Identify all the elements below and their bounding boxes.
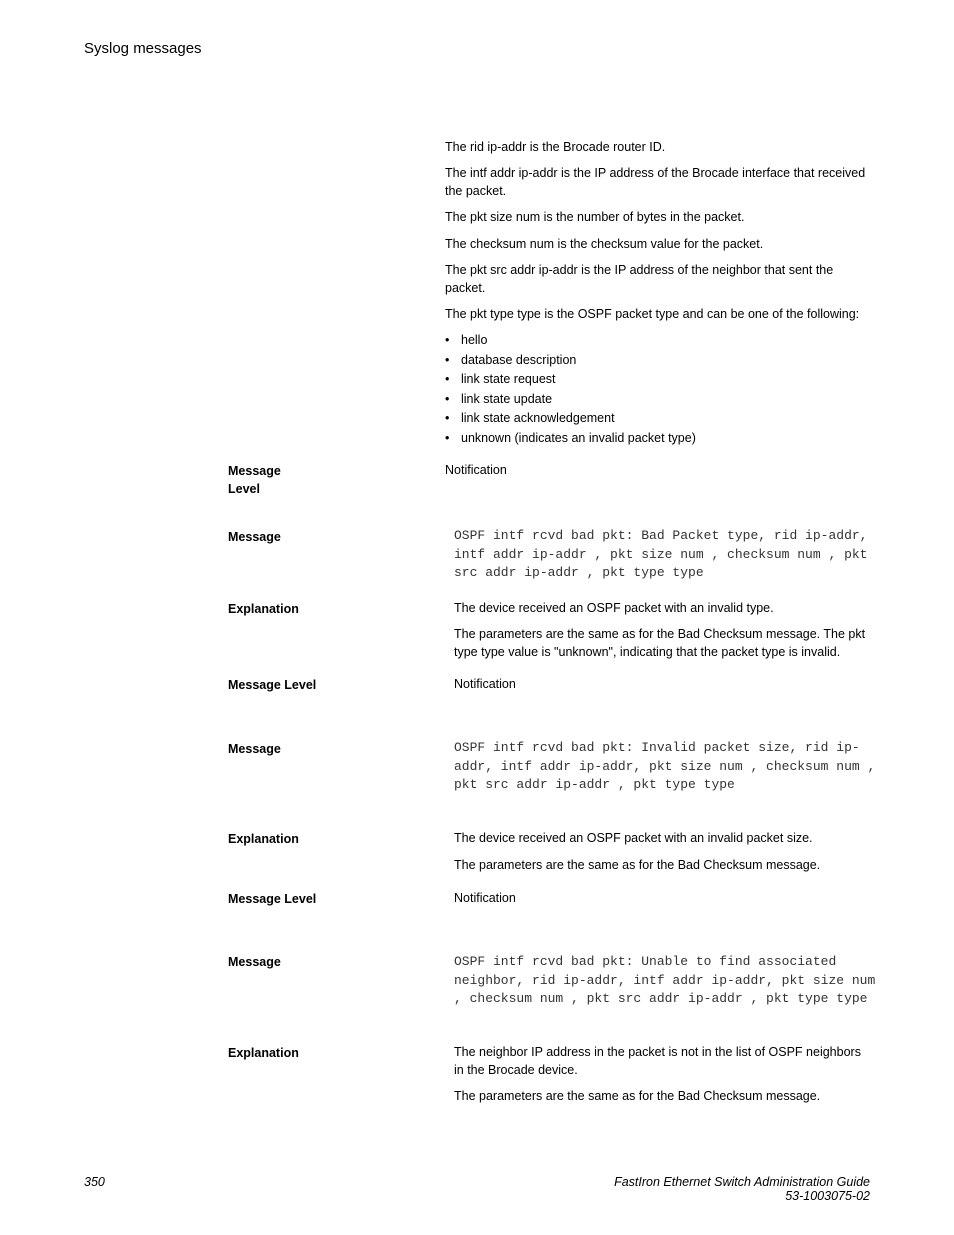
explanation-label: Explanation (228, 602, 299, 616)
label-line: Level (228, 482, 260, 496)
list-item-text: link state acknowledgement (461, 411, 615, 425)
bullet-icon: • (445, 431, 450, 445)
explanation-text: The device received an OSPF packet with an invalid packet size. (454, 831, 813, 845)
intro-paragraph: The intf addr ip-addr is the IP address of the Brocade interface that received the packet. (445, 166, 866, 198)
explanation-text: The neighbor IP address in the packet is not in the list of OSPF neighbors in the Brocade device. (454, 1045, 861, 1077)
explanation-text: The parameters are the same as for the Bad Checksum message. The pkt type type value is "unknown", indicating that the packet type is invalid. (454, 627, 866, 659)
message-level-label: Message Level (228, 892, 317, 906)
intro-paragraph: The checksum num is the checksum value for the packet. (445, 237, 764, 251)
bullet-icon: • (445, 411, 450, 425)
list-item-text: link state update (461, 392, 553, 406)
page-number: 350 (84, 1175, 105, 1189)
syslog-message: OSPF intf rcvd bad pkt: Unable to find associated neighbor, rid ip-addr, intf addr ip-addr, pkt size num , checksum num , pkt src addr ip-addr , pkt type type (454, 954, 876, 1007)
bullet-icon: • (445, 372, 450, 386)
intro-paragraph: The pkt type type is the OSPF packet type and can be one of the following: (445, 307, 860, 321)
syslog-message: OSPF intf rcvd bad pkt: Invalid packet size, rid ip-addr, intf addr ip-addr, pkt size num , checksum num , pkt src addr ip-addr , pkt type type (454, 740, 876, 793)
message-level-value: Notification (454, 891, 516, 905)
message-level-value: Notification (445, 463, 507, 477)
list-item-text: unknown (indicates an invalid packet type) (461, 431, 696, 445)
label-line: Message (228, 464, 281, 478)
syslog-message: OSPF intf rcvd bad pkt: Bad Packet type, rid ip-addr, intf addr ip-addr , pkt size num , checksum num , pkt src addr ip-addr , pkt type type (454, 528, 868, 581)
intro-paragraph: The pkt size num is the number of bytes in the packet. (445, 210, 745, 224)
intro-paragraph: The pkt src addr ip-addr is the IP address of the neighbor that sent the packet. (445, 263, 834, 295)
bullet-icon: • (445, 392, 450, 406)
explanation-label: Explanation (228, 832, 299, 846)
bullet-icon: • (445, 333, 450, 347)
message-level-label: Message Level (228, 678, 317, 692)
message-label: Message (228, 742, 281, 756)
explanation-label: Explanation (228, 1046, 299, 1060)
explanation-text: The device received an OSPF packet with an invalid type. (454, 601, 774, 615)
list-item-text: link state request (461, 372, 556, 386)
explanation-text: The parameters are the same as for the Bad Checksum message. (454, 1089, 821, 1103)
list-item-text: hello (461, 333, 488, 347)
message-level-label (228, 462, 281, 498)
message-level-value: Notification (454, 677, 516, 691)
message-label: Message (228, 955, 281, 969)
footer-doc-info (614, 1175, 870, 1203)
bullet-icon: • (445, 353, 450, 367)
message-label: Message (228, 530, 281, 544)
intro-paragraph: The rid ip-addr is the Brocade router ID. (445, 140, 666, 154)
footer-title: FastIron Ethernet Switch Administration Guide (614, 1175, 870, 1189)
explanation-text: The parameters are the same as for the Bad Checksum message. (454, 858, 821, 872)
list-item-text: database description (461, 353, 577, 367)
page-header: Syslog messages (84, 40, 202, 57)
footer-doc-id: 53-1003075-02 (785, 1189, 870, 1203)
